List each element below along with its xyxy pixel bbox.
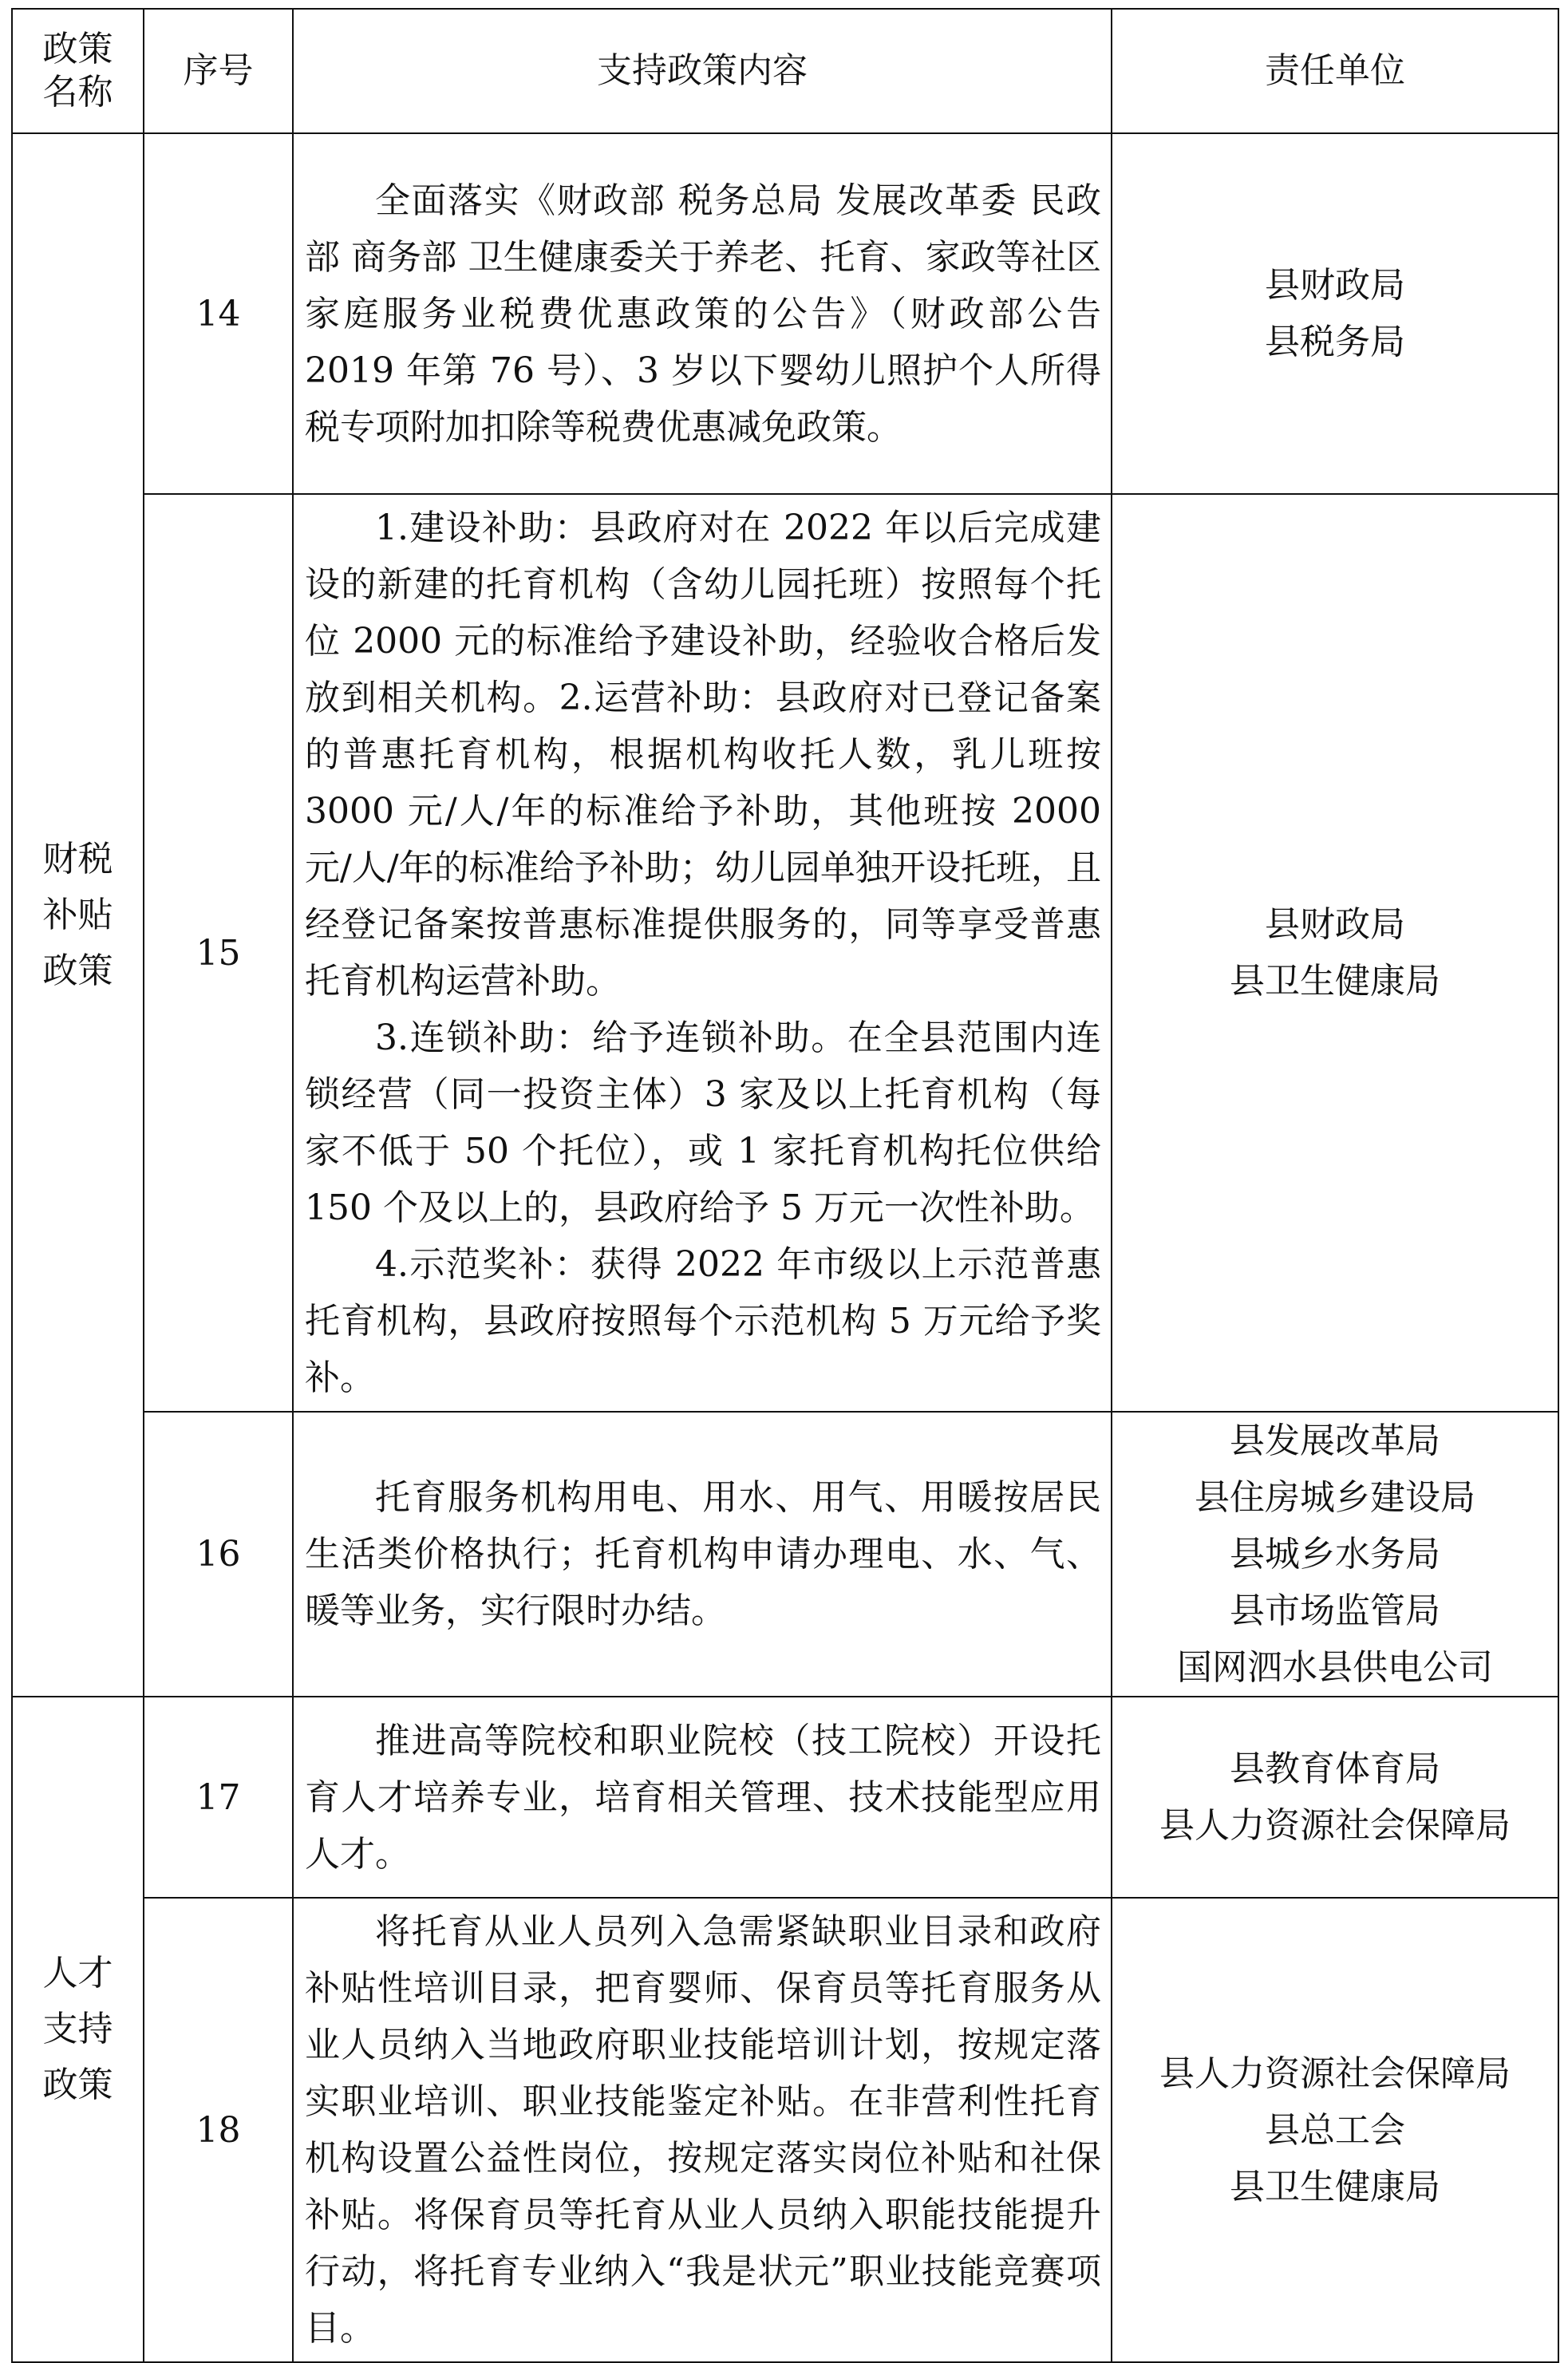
header-row (12, 9, 1558, 133)
content-paragraph: 3.连锁补助：给予连锁补助。在全县范围内连锁经营（同一投资主体）3 家及以上托育机构（每家不低于 50 个托位），或 1 家托育机构托位供给 150 个及以上的，县政府给予 5 万元一次性补助。 (305, 1018, 1101, 1228)
policy-content (293, 494, 1112, 1412)
unit-name: 县财政局 (1265, 904, 1405, 945)
unit-name: 县卫生健康局 (1230, 2166, 1440, 2207)
policy-content (293, 1697, 1112, 1898)
unit-name: 县税务局 (1265, 322, 1405, 362)
content-paragraph: 推进高等院校和职业院校（技工院校）开设托育人才培养专业，培育相关管理、技术技能型应用人才。 (305, 1720, 1101, 1875)
policy-table (11, 8, 1559, 2363)
policy-content (293, 1898, 1112, 2362)
header-content: 支持政策内容 (293, 9, 1112, 133)
unit-name: 县人力资源社会保障局 (1159, 2053, 1511, 2094)
responsible-units (1112, 1898, 1558, 2362)
header-unit: 责任单位 (1112, 9, 1558, 133)
content-paragraph: 1.建设补助：县政府对在 2022 年以后完成建设的新建的托育机构（含幼儿园托班）按照每个托位 2000 元的标准给予建设补助，经验收合格后发放到相关机构。2.运营补助：县政府对已登记备案的普惠托育机构，根据机构收托人数，乳儿班按 3000 元/人/年的标准给予补助，其他班按 2000 元/人/年的标准给予补助；幼儿园单独开设托班，且经登记备案按普惠标准提供服务的，同等享受普惠托育机构运营补助。 (305, 508, 1101, 1002)
header-number: 序号 (144, 9, 293, 133)
policy-content (293, 1412, 1112, 1697)
header-category: 政策 名称 (12, 9, 144, 133)
content-paragraph: 托育服务机构用电、用水、用气、用暖按居民生活类价格执行；托育机构申请办理电、水、气、暖等业务，实行限时办结。 (305, 1477, 1101, 1631)
row-number: 18 (144, 1898, 293, 2362)
table-row (12, 133, 1558, 494)
responsible-units (1112, 1412, 1558, 1697)
responsible-units (1112, 1697, 1558, 1898)
row-number: 17 (144, 1697, 293, 1898)
unit-name: 县总工会 (1265, 2109, 1405, 2151)
unit-name: 县发展改革局 (1230, 1421, 1440, 1461)
unit-name: 县人力资源社会保障局 (1159, 1805, 1511, 1846)
unit-name: 县城乡水务局 (1230, 1534, 1440, 1575)
unit-name: 县住房城乡建设局 (1195, 1477, 1475, 1518)
unit-name: 县教育体育局 (1230, 1749, 1440, 1789)
policy-content (293, 133, 1112, 494)
table-row (12, 1412, 1558, 1697)
table-row (12, 1898, 1558, 2362)
unit-name: 国网泗水县供电公司 (1177, 1647, 1493, 1688)
content-paragraph: 4.示范奖补：获得 2022 年市级以上示范普惠托育机构，县政府按照每个示范机构 5 万元给予奖补。 (305, 1244, 1101, 1398)
row-number: 16 (144, 1412, 293, 1697)
unit-name: 县卫生健康局 (1230, 961, 1440, 1002)
content-paragraph: 将托育从业人员列入急需紧缺职业目录和政府补贴性培训目录，把育婴师、保育员等托育服务从业人员纳入当地政府职业技能培训计划，按规定落实职业培训、职业技能鉴定补贴。在非营利性托育机构设置公益性岗位，按规定落实岗位补贴和社保补贴。将保育员等托育从业人员纳入职能技能提升行动，将托育专业纳入“我是状元”职业技能竞赛项目。 (305, 1911, 1101, 2349)
table-row (12, 1697, 1558, 1898)
responsible-units (1112, 133, 1558, 494)
unit-name: 县财政局 (1265, 265, 1405, 306)
responsible-units (1112, 494, 1558, 1412)
category-talent-support: 人才 支持 政策 (12, 1697, 144, 2362)
table-row (12, 494, 1558, 1412)
row-number: 15 (144, 494, 293, 1412)
category-fiscal-subsidy: 财税 补贴 政策 (12, 133, 144, 1697)
row-number: 14 (144, 133, 293, 494)
unit-name: 县市场监管局 (1230, 1590, 1440, 1631)
content-paragraph: 全面落实《财政部 税务总局 发展改革委 民政部 商务部 卫生健康委关于养老、托育、家政等社区家庭服务业税费优惠政策的公告》（财政部公告 2019 年第 76 号）、3 岁以下婴幼儿照护个人所得税专项附加扣除等税费优惠减免政策。 (305, 180, 1101, 448)
